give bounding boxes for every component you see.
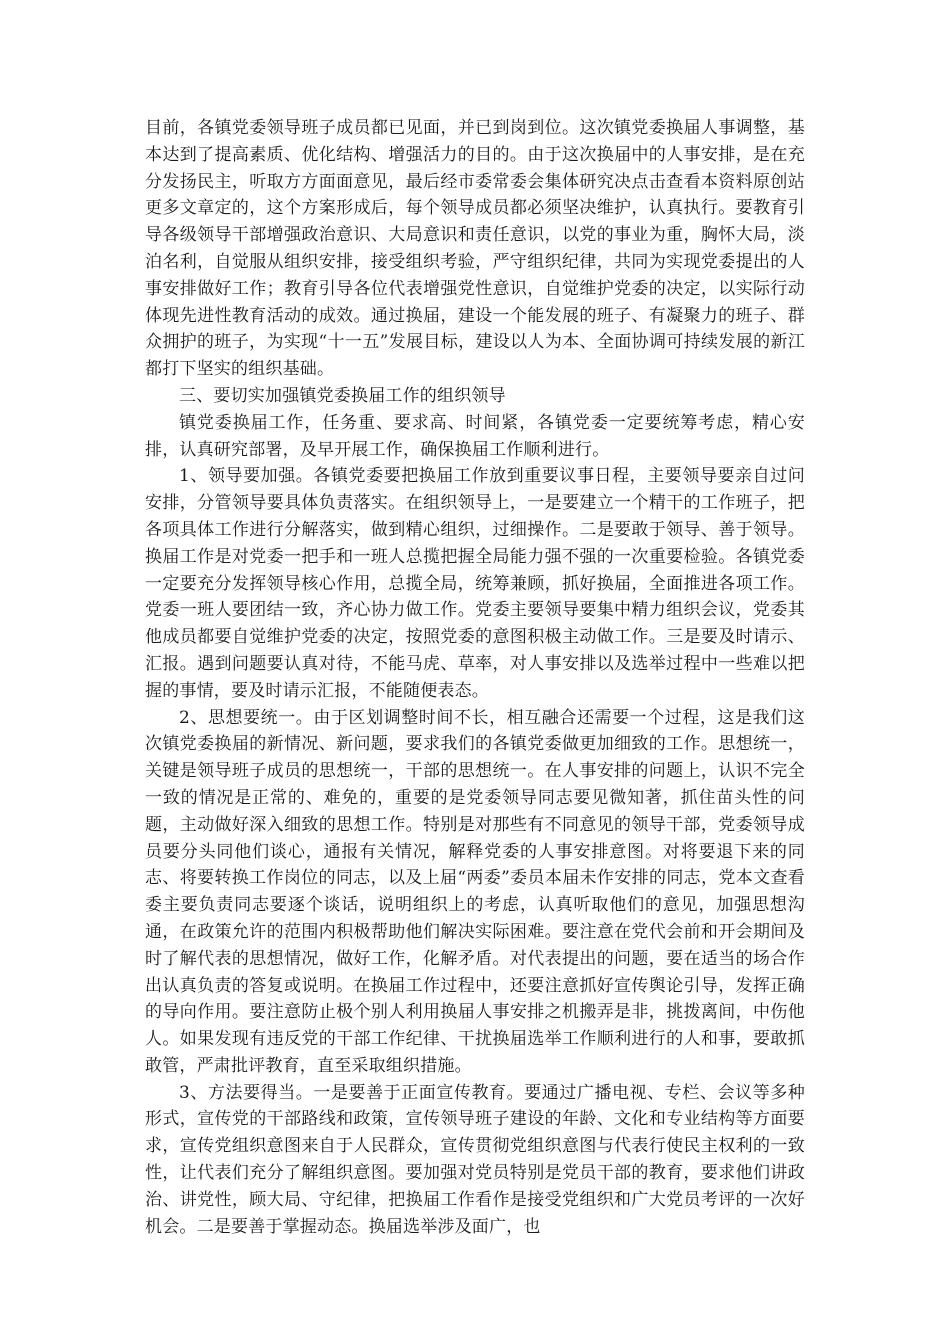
paragraph-item-1: 1、领导要加强。各镇党委要把换届工作放到重要议事日程，主要领导要亲自过问安排，分管领导要具体负责落实。在组织领导上，一是要建立一个精干的工作班子，把各项具体工作进行分解落实，做到精心组织，过细操作。二是要敢于领导、善于领导。换届工作是对党委一把手和一班人总揽把握全局能力强不强的一次重要检验。各镇党委一定要充分发挥领导核心作用，总揽全局，统筹兼顾，抓好换届，全面推进各项工作。党委一班人要团结一致，齐心协力做工作。党委主要领导要集中精力组织会议，党委其他成员都要自觉维护党委的决定，按照党委的意图积极主动做工作。三是要及时请示、汇报。遇到问题要认真对待，不能马虎、草率，对人事安排以及选举过程中一些难以把握的事情，要及时请示汇报，不能随便表态。 [145, 466, 805, 701]
paragraph-item-2: 2、思想要统一。由于区划调整时间不长，相互融合还需要一个过程，这是我们这次镇党委换届的新情况、新问题，要求我们的各镇党委做更加细致的工作。思想统一，关键是领导班子成员的思想统一，干部的思想统一。在人事安排的问题上，认识不完全一致的情况是正常的、难免的，重要的是党委领导同志要见微知著，抓住苗头性的问题，主动做好深入细致的思想工作。特别是对那些有不同意见的领导干部，党委领导成员要分头同他们谈心，通报有关情况，解释党委的人事安排意图。对将要退下来的同志、将要转换工作岗位的同志，以及上届“两委”委员本届未作安排的同志，党本文查看委主要负责同志要逐个谈话，说明组织上的考虑，认真听取他们的意见，加强思想沟通，在政策允许的范围内积极帮助他们解决实际困难。要注意在党代会前和开会期间及时了解代表的思想情况，做好工作，化解矛盾。对代表提出的问题，要在适当的场合作出认真负责的答复或说明。在换届工作过程中，还要注意抓好宣传舆论引导，发挥正确的导向作用。要注意防止极个别人利用换届人事安排之机搬弄是非，挑拨离间，中伤他人。如果发现有违反党的干部工作纪律、干扰换届选举工作顺利进行的人和事，要敢抓敢管，严肃批评教育，直至采取组织措施。 [145, 707, 805, 1076]
document-body [145, 115, 805, 1240]
section-heading-3: 三、要切实加强镇党委换届工作的组织领导 [179, 385, 506, 406]
paragraph-item-3: 3、方法要得当。一是要善于正面宣传教育。要通过广播电视、专栏、会议等多种形式，宣传党的干部路线和政策，宣传领导班子建设的年龄、文化和专业结构等方面要求，宣传党组织意图来自于人民群众，宣传贯彻党组织意图与代表行使民主权利的一致性，让代表们充分了解组织意图。要加强对党员特别是党员干部的教育，要求他们讲政治、讲党性，顾大局、守纪律，把换届工作看作是接受党组织和广大党员考评的一次好机会。二是要善于掌握动态。换届选举涉及面广，也 [145, 1082, 805, 1237]
paragraph-section-intro: 镇党委换届工作，任务重、要求高、时间紧，各镇党委一定要统筹考虑，精心安排，认真研究部署，及早开展工作，确保换届工作顺利进行。 [145, 412, 805, 460]
paragraph-intro: 目前，各镇党委领导班子成员都已见面，并已到岗到位。这次镇党委换届人事调整，基本达到了提高素质、优化结构、增强活力的目的。由于这次换届中的人事安排，是在充分发扬民主，听取方方面面意见，最后经市委常委会集体研究决点击查看本资料原创站更多文章定的，这个方案形成后，每个领导成员都必须坚决维护，认真执行。要教育引导各级领导干部增强政治意识、大局意识和责任意识，以党的事业为重，胸怀大局，淡泊名利，自觉服从组织安排，接受组织考验，严守组织纪律，共同为实现党委提出的人事安排做好工作；教育引导各位代表增强党性意识，自觉维护党委的决定，以实际行动体现先进性教育活动的成效。通过换届，建设一个能发展的班子、有凝聚力的班子、群众拥护的班子，为实现“十一五”发展目标，建设以人为本、全面协调可持续发展的新江都打下坚实的组织基础。 [145, 118, 805, 380]
